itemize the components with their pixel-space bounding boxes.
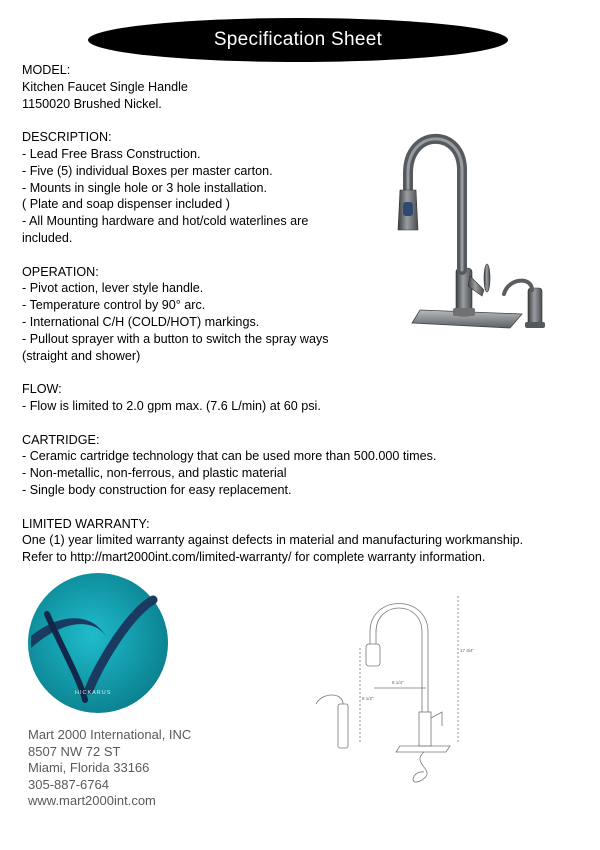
spec-line: - Single body construction for easy replacement. bbox=[22, 482, 292, 497]
spec-line: One (1) year limited warranty against defects in material and manufacturing workmanship. bbox=[22, 533, 524, 548]
spec-line: - Flow is limited to 2.0 gpm max. (7.6 L/min) at 60 psi. bbox=[22, 398, 321, 413]
section-cartridge bbox=[22, 432, 582, 499]
section-heading: OPERATION: bbox=[22, 264, 99, 279]
section-heading: MODEL: bbox=[22, 63, 71, 77]
spec-line: - All Mounting hardware and hot/cold waterlines are included. bbox=[22, 214, 312, 245]
section-model bbox=[22, 62, 582, 112]
dim-reach-label: 8 1/4" bbox=[392, 680, 404, 685]
spec-line: - Lead Free Brass Construction. bbox=[22, 146, 201, 161]
page-title: Specification Sheet bbox=[213, 29, 383, 50]
spec-line: 1150020 Brushed Nickel. bbox=[22, 96, 162, 111]
street-address: 8507 NW 72 ST bbox=[28, 743, 121, 759]
dimension-diagram bbox=[300, 592, 476, 792]
spec-line: - Pivot action, lever style handle. bbox=[22, 281, 204, 296]
spec-line: - International C/H (COLD/HOT) markings. bbox=[22, 314, 260, 329]
phone-number: 305-887-6764 bbox=[28, 776, 109, 792]
website-link[interactable]: www.mart2000int.com bbox=[28, 793, 156, 809]
faucet-photo bbox=[382, 118, 562, 338]
spec-line: - Mounts in single hole or 3 hole installation. bbox=[22, 180, 268, 195]
logo-text: HICKARUS bbox=[75, 690, 112, 696]
dim-height-label: 17 3/4" bbox=[460, 648, 475, 653]
spec-line: ( Plate and soap dispenser included ) bbox=[22, 197, 230, 212]
spec-line: - Pullout sprayer with a button to switch the spray ways (straight and shower) bbox=[22, 331, 333, 363]
city-state-zip: Miami, Florida 33166 bbox=[28, 760, 150, 776]
section-heading: FLOW: bbox=[22, 382, 62, 397]
spec-line: - Five (5) individual Boxes per master carton. bbox=[22, 163, 273, 178]
logo-emblem bbox=[27, 572, 169, 714]
spec-line: - Ceramic cartridge technology that can be used more than 500.000 times. bbox=[22, 449, 437, 464]
warranty-link[interactable]: Refer to http://mart2000int.com/limited-warranty/ for complete warranty information. bbox=[22, 550, 486, 565]
title-banner bbox=[88, 18, 508, 62]
section-warranty bbox=[22, 516, 582, 566]
spec-line: Kitchen Faucet Single Handle bbox=[22, 79, 188, 94]
section-heading: DESCRIPTION: bbox=[22, 130, 112, 145]
spec-line: - Non-metallic, non-ferrous, and plastic material bbox=[22, 466, 287, 481]
section-heading: LIMITED WARRANTY: bbox=[22, 516, 150, 531]
spec-line: - Temperature control by 90° arc. bbox=[22, 298, 206, 313]
company-name: Mart 2000 International, INC bbox=[28, 727, 192, 742]
company-logo bbox=[27, 572, 169, 714]
section-heading: CARTRIDGE: bbox=[22, 432, 100, 447]
dim-spout-label: 8 1/2" bbox=[362, 696, 374, 701]
section-flow bbox=[22, 381, 582, 415]
company-address bbox=[28, 727, 191, 810]
